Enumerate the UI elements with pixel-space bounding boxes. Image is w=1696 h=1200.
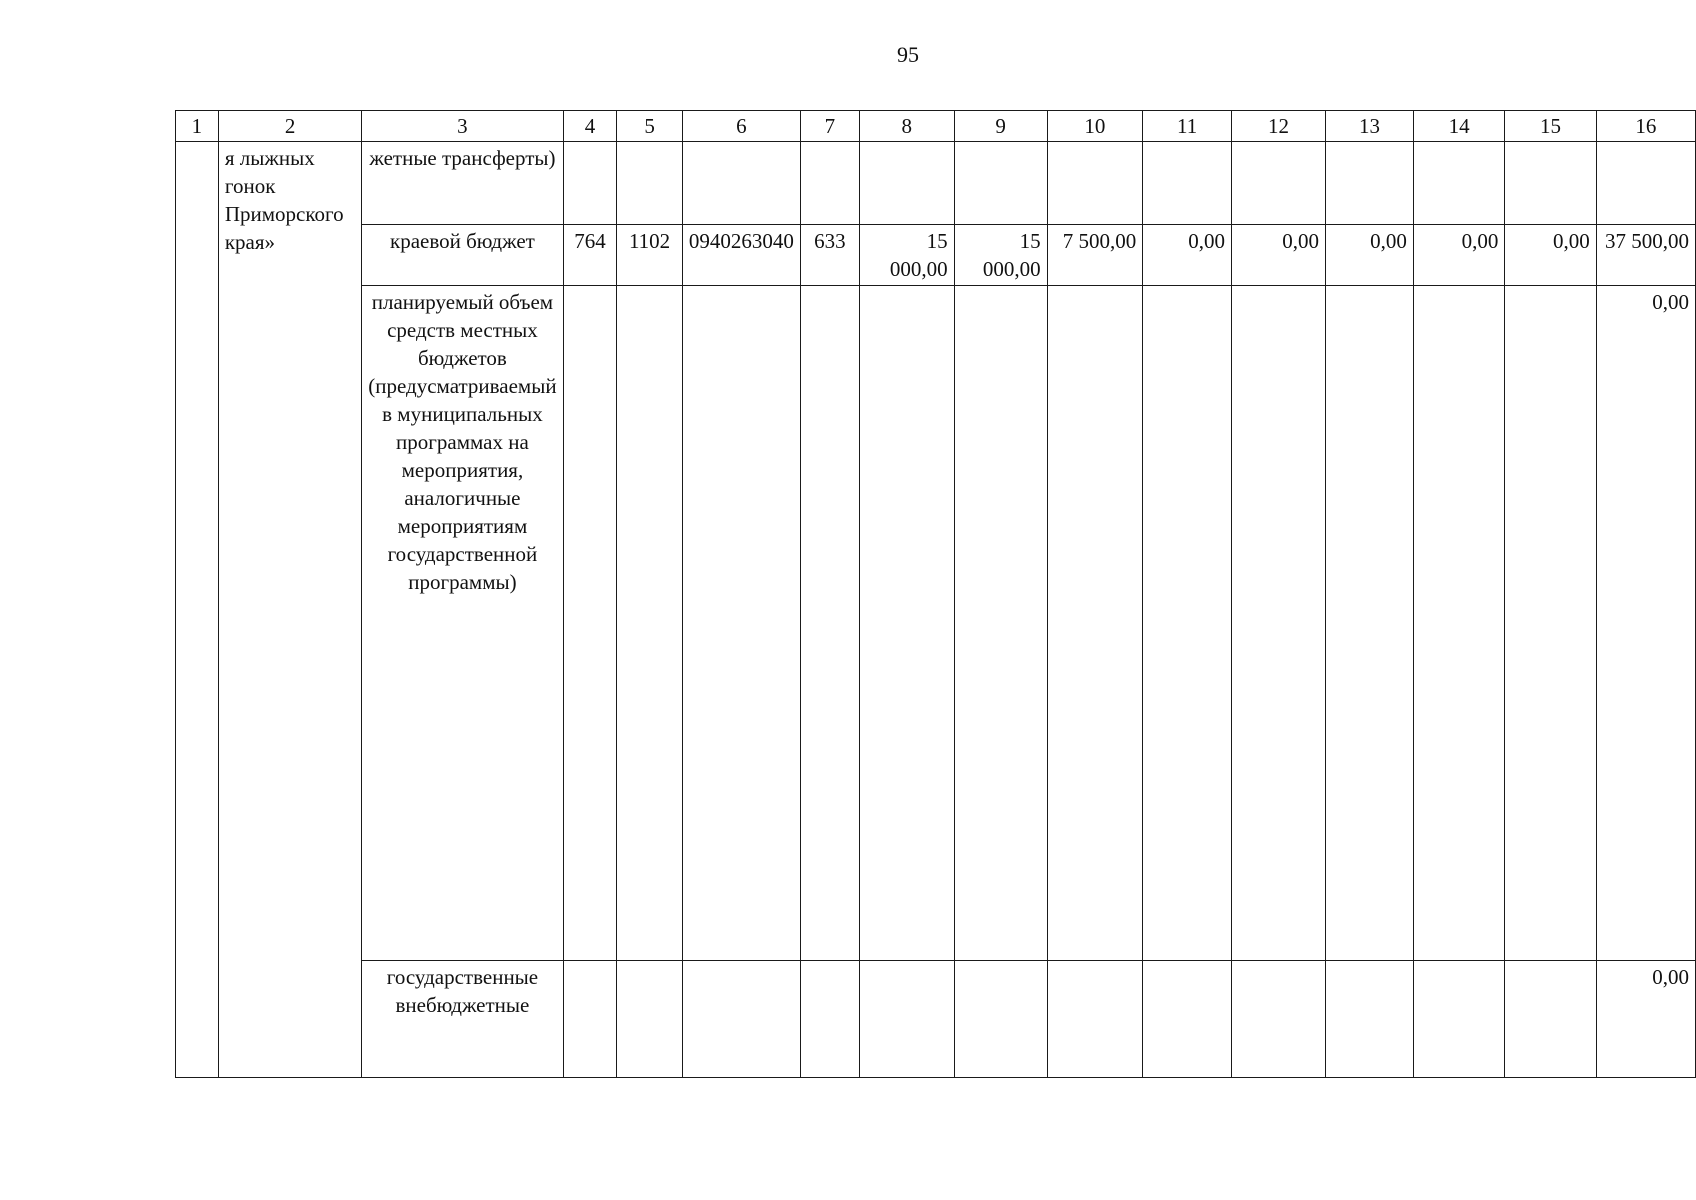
column-number-row [176,111,1696,142]
value-cell [682,961,800,1078]
value-cell [1505,961,1596,1078]
value-cell [1505,142,1596,225]
value-cell: 15 000,00 [859,225,954,286]
table-row [176,142,1696,225]
value-cell [1143,142,1232,225]
funding-source-cell: планируемый объем средств местных бюджетов (предусматриваемый в муниципальных программах на мероприятия, аналогичные мероприятиям государственной программы) [362,286,563,961]
value-cell [1232,286,1326,961]
value-cell [1413,961,1504,1078]
value-cell [682,142,800,225]
value-cell [954,142,1047,225]
row-number-cell [176,142,219,1078]
value-cell: 0,00 [1326,225,1414,286]
table-row [176,286,1696,961]
value-cell [859,142,954,225]
funding-source-cell: краевой бюджет [362,225,563,286]
table-row [176,225,1696,286]
value-cell [1326,142,1414,225]
value-cell [1143,961,1232,1078]
event-name-cell: я лыжных гонок Приморского края» [218,142,361,1078]
value-cell: 7 500,00 [1047,225,1143,286]
value-cell: 0,00 [1596,286,1695,961]
funding-source-cell: государственные внебюджетные [362,961,563,1078]
value-cell: 764 [563,225,617,286]
value-cell [1047,961,1143,1078]
value-cell: 633 [800,225,859,286]
value-cell [1326,961,1414,1078]
column-number-cell: 16 [1596,111,1695,142]
column-number-cell: 11 [1143,111,1232,142]
value-cell [563,286,617,961]
value-cell [617,286,682,961]
value-cell [1047,286,1143,961]
value-cell [1143,286,1232,961]
column-number-cell: 9 [954,111,1047,142]
value-cell: 0,00 [1232,225,1326,286]
value-cell [563,961,617,1078]
value-cell [954,286,1047,961]
column-number-cell: 1 [176,111,219,142]
value-cell [1232,142,1326,225]
funding-source-cell: жетные трансферты) [362,142,563,225]
value-cell [1596,142,1695,225]
column-number-cell: 14 [1413,111,1504,142]
value-cell: 1102 [617,225,682,286]
value-cell [617,142,682,225]
value-cell [1232,961,1326,1078]
value-cell [617,961,682,1078]
value-cell [1413,142,1504,225]
table-row [176,961,1696,1078]
column-number-cell: 5 [617,111,682,142]
column-number-cell: 10 [1047,111,1143,142]
value-cell [954,961,1047,1078]
value-cell [1413,286,1504,961]
budget-table [175,110,1696,1078]
value-cell [859,286,954,961]
value-cell: 15 000,00 [954,225,1047,286]
column-number-cell: 2 [218,111,361,142]
column-number-cell: 7 [800,111,859,142]
page-number: 95 [897,42,919,67]
column-number-cell: 4 [563,111,617,142]
value-cell: 0,00 [1505,225,1596,286]
value-cell [1047,142,1143,225]
value-cell: 37 500,00 [1596,225,1695,286]
value-cell [682,286,800,961]
value-cell [800,961,859,1078]
value-cell: 0,00 [1596,961,1695,1078]
column-number-cell: 8 [859,111,954,142]
value-cell [1505,286,1596,961]
column-number-cell: 12 [1232,111,1326,142]
column-number-cell: 3 [362,111,563,142]
value-cell [1326,286,1414,961]
value-cell: 0,00 [1413,225,1504,286]
value-cell [563,142,617,225]
value-cell [800,142,859,225]
value-cell: 0,00 [1143,225,1232,286]
column-number-cell: 15 [1505,111,1596,142]
value-cell [859,961,954,1078]
column-number-cell: 13 [1326,111,1414,142]
value-cell: 0940263040 [682,225,800,286]
value-cell [800,286,859,961]
column-number-cell: 6 [682,111,800,142]
